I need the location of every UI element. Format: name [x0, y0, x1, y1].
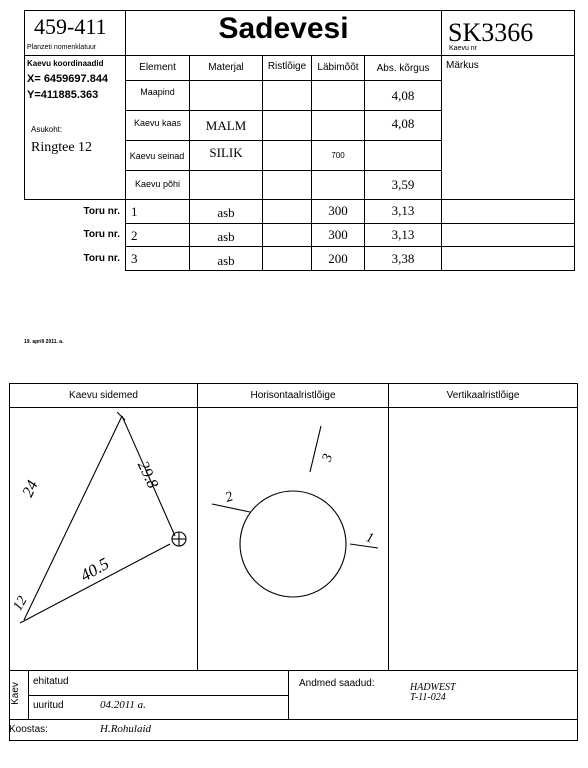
pipe-material: asb — [217, 205, 235, 220]
section-horizontal: Horisontaalristlõige — [250, 389, 336, 401]
header-diameter: Läbimõõt — [317, 61, 359, 73]
pipe-material: asb — [217, 253, 235, 268]
pipe-direction-label: 3 — [319, 451, 337, 464]
coords-label: Kaevu koordinaadid — [27, 59, 104, 68]
row-element: Kaevu seinad — [129, 151, 185, 161]
table-col-line-6 — [574, 56, 575, 270]
well-number: SK3366 — [448, 18, 534, 47]
well-number-label: Kaevu nr — [449, 45, 478, 52]
coord-x: X= 6459697.844 — [27, 73, 109, 85]
coords-left-border — [24, 56, 25, 199]
measurement-label: 24 — [19, 477, 42, 500]
row-height: 3,59 — [391, 177, 415, 192]
row-diameter: 700 — [331, 150, 345, 160]
section-vertical: Vertikaalristlõige — [446, 389, 520, 401]
header-remarks: Märkus — [446, 60, 479, 71]
section-ties: Kaevu sidemed — [69, 389, 138, 401]
footer-side-label: Kaev — [9, 682, 21, 705]
pipe-direction-label: 1 — [363, 530, 376, 547]
pipe-height: 3,13 — [391, 227, 415, 242]
pipe-number: 3 — [131, 251, 138, 266]
footer-row-line — [28, 695, 288, 696]
data-from-line1: HADWEST — [410, 682, 456, 693]
pipe-number: 1 — [131, 204, 138, 219]
row-material: MALM — [205, 118, 247, 133]
horizontal-section-sketch — [198, 408, 388, 670]
nomenclature-label: Planzeti nomenklatuur — [27, 44, 97, 51]
pipe-label: Toru nr. — [83, 206, 120, 217]
pipe-label: Toru nr. — [83, 253, 120, 264]
data-from-line2: T-11-024 — [410, 692, 446, 703]
sketch-col-line — [388, 383, 389, 671]
pipe-label: Toru nr. — [83, 229, 120, 240]
built-label: ehitatud — [33, 676, 69, 687]
footer-col-line — [288, 670, 289, 720]
row-height: 4,08 — [391, 88, 415, 103]
pipe-material: asb — [217, 229, 235, 244]
pipe-diameter: 200 — [328, 251, 348, 266]
compiled-label: Koostas: — [9, 724, 48, 735]
row-height: 4,08 — [391, 116, 415, 131]
pipe-diameter: 300 — [328, 227, 348, 242]
page-title: Sadevesi — [218, 12, 349, 45]
data-from-label: Andmed saadud: — [299, 678, 375, 689]
footer-bottom-box — [9, 719, 578, 741]
surveyed-label: uuritud — [33, 700, 64, 711]
pipe-height: 3,13 — [391, 203, 415, 218]
pipe-height: 3,38 — [391, 251, 415, 266]
measurement-label: 29.8 — [133, 458, 162, 492]
location-value: Ringtee 12 — [31, 140, 93, 155]
well-circle — [240, 491, 346, 597]
pipe-direction-label: 2 — [223, 489, 236, 506]
row-element: Maapind — [140, 87, 175, 97]
row-element: Kaevu põhi — [134, 179, 181, 189]
location-label: Asukoht: — [31, 125, 63, 134]
table-col-line-2 — [262, 56, 263, 270]
surveyed-value: 04.2011 a. — [100, 699, 146, 711]
coord-y: Y=411885.363 — [27, 89, 99, 101]
header-abs-height: Abs. kõrgus — [376, 62, 430, 74]
pipe-diameter: 300 — [328, 203, 348, 218]
coords-bottom-border — [24, 199, 125, 200]
compiled-value: H.Rohulaid — [100, 723, 152, 735]
ties-sketch — [10, 408, 196, 670]
row-material: SILIK — [209, 145, 243, 160]
header-material: Materjal — [208, 61, 244, 73]
header-element: Element — [139, 61, 176, 73]
header-cross-section: Ristlõige — [267, 60, 307, 72]
measurement-label: 40.5 — [76, 553, 113, 586]
nomenclature-number: 459-411 — [34, 14, 107, 39]
measurement-label: 12 — [10, 593, 31, 614]
pipe-number: 2 — [131, 228, 138, 243]
document-date: 19. aprill 2011. a. — [24, 339, 64, 345]
row-element: Kaevu kaas — [133, 118, 182, 128]
table-col-line-5 — [441, 56, 442, 270]
